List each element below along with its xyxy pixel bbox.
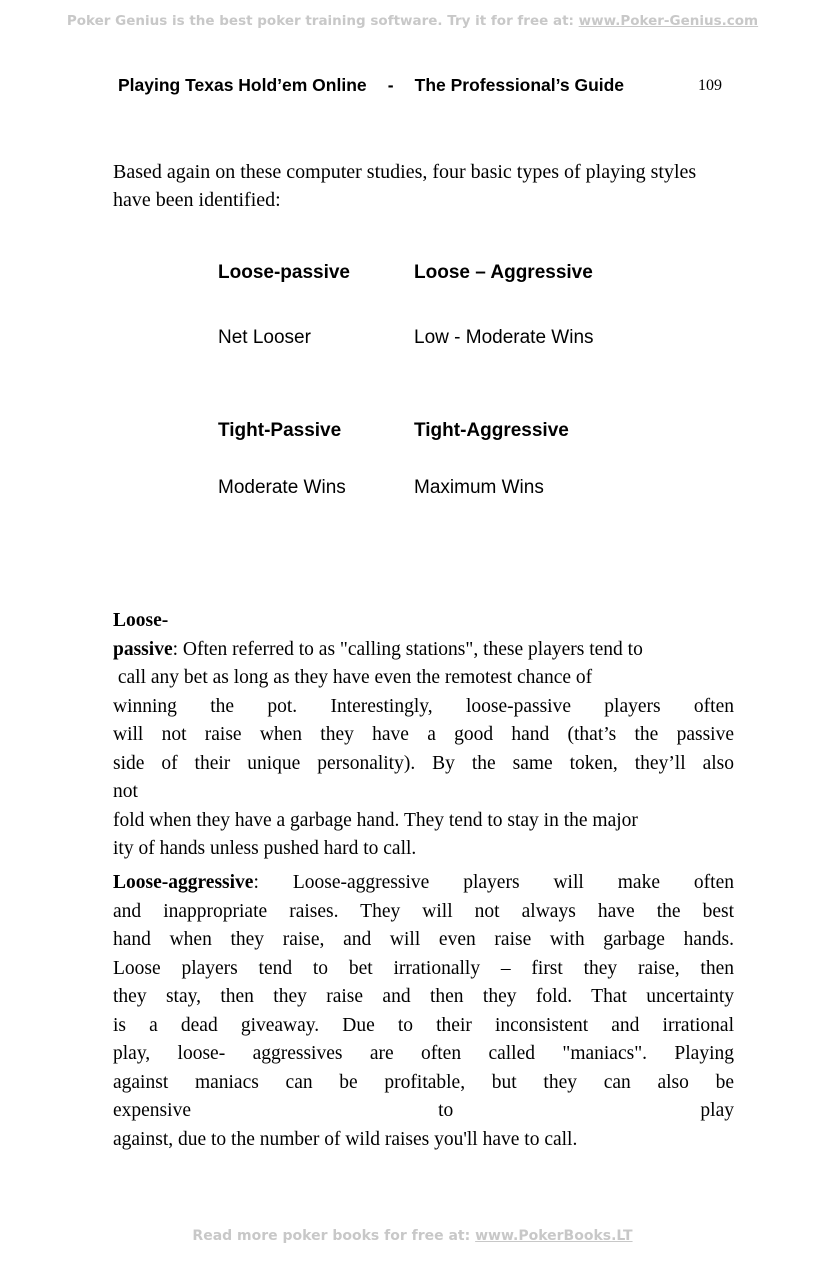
para1-line: winning the pot. Interestingly, loose-passive players often bbox=[113, 695, 734, 717]
intro-paragraph: Based again on these computer studies, four basic types of playing styles have been identified: bbox=[113, 161, 697, 211]
bottom-promo-text: Read more poker books for free at: bbox=[192, 1228, 476, 1244]
tight-passive-heading: Tight-Passive bbox=[218, 420, 342, 441]
loose-passive-term-part2: passive bbox=[113, 638, 173, 660]
para1-line: will not raise when they have a good hand (that’s the passive bbox=[113, 724, 734, 745]
loose-passive-result: Net Looser bbox=[218, 327, 311, 348]
loose-passive-heading: Loose-passive bbox=[218, 262, 350, 283]
para2-line: against, due to the number of wild raises you'll have to call. bbox=[113, 1128, 578, 1150]
loose-passive-term-part1: Loose- bbox=[113, 610, 169, 631]
tight-aggressive-result: Maximum Wins bbox=[414, 477, 544, 498]
para2-line: they stay, then they raise and then they fold. That uncertainty bbox=[113, 986, 734, 1007]
tight-passive-result: Moderate Wins bbox=[218, 477, 346, 498]
para2-line: expensive to play bbox=[113, 1100, 734, 1121]
para2-line: against maniacs can be profitable, but they can also be bbox=[113, 1071, 734, 1093]
loose-aggressive-paragraph bbox=[113, 869, 734, 1154]
book-title: Playing Texas Hold’em Online bbox=[118, 75, 367, 95]
para2-line: and inappropriate raises. They will not always have the best bbox=[113, 900, 734, 922]
para2-line: Loose players tend to bet irrationally – first they raise, then bbox=[113, 957, 734, 979]
para1-line: call any bet as long as they have even the remotest chance of bbox=[113, 667, 593, 688]
para1-line: fold when they have a garbage hand. They tend to stay in the major bbox=[113, 809, 638, 831]
para1-line: ity of hands unless pushed hard to call. bbox=[113, 838, 417, 859]
header-separator: - bbox=[387, 75, 394, 95]
top-promo-link[interactable]: www.Poker-Genius.com bbox=[578, 13, 759, 29]
loose-aggressive-heading: Loose – Aggressive bbox=[414, 262, 593, 283]
tight-aggressive-heading: Tight-Aggressive bbox=[414, 420, 569, 441]
para2-line: : Loose-aggressive players will make often bbox=[253, 872, 734, 893]
para1-line: side of their unique personality). By the same token, they’ll also bbox=[113, 752, 734, 774]
para1-line: not bbox=[113, 781, 138, 802]
page-number: 109 bbox=[698, 77, 722, 94]
para2-line: play, loose- aggressives are often called "maniacs". Playing bbox=[113, 1043, 734, 1064]
bottom-promo-link[interactable]: www.PokerBooks.LT bbox=[475, 1228, 633, 1244]
running-header bbox=[118, 75, 624, 96]
top-promo-banner bbox=[0, 13, 825, 29]
para2-line: is a dead giveaway. Due to their inconsistent and irrational bbox=[113, 1014, 734, 1036]
bottom-promo-banner bbox=[0, 1228, 825, 1244]
top-promo-text: Poker Genius is the best poker training software. Try it for free at: bbox=[66, 13, 579, 29]
loose-passive-paragraph bbox=[113, 607, 734, 864]
loose-aggressive-term: Loose-aggressive bbox=[113, 872, 254, 893]
book-subtitle: The Professional’s Guide bbox=[414, 75, 625, 95]
para2-line: hand when they raise, and will even raise with garbage hands. bbox=[113, 929, 734, 950]
para1-line: : Often referred to as "calling stations", these players tend to bbox=[172, 638, 643, 660]
loose-aggressive-result: Low - Moderate Wins bbox=[414, 327, 594, 348]
